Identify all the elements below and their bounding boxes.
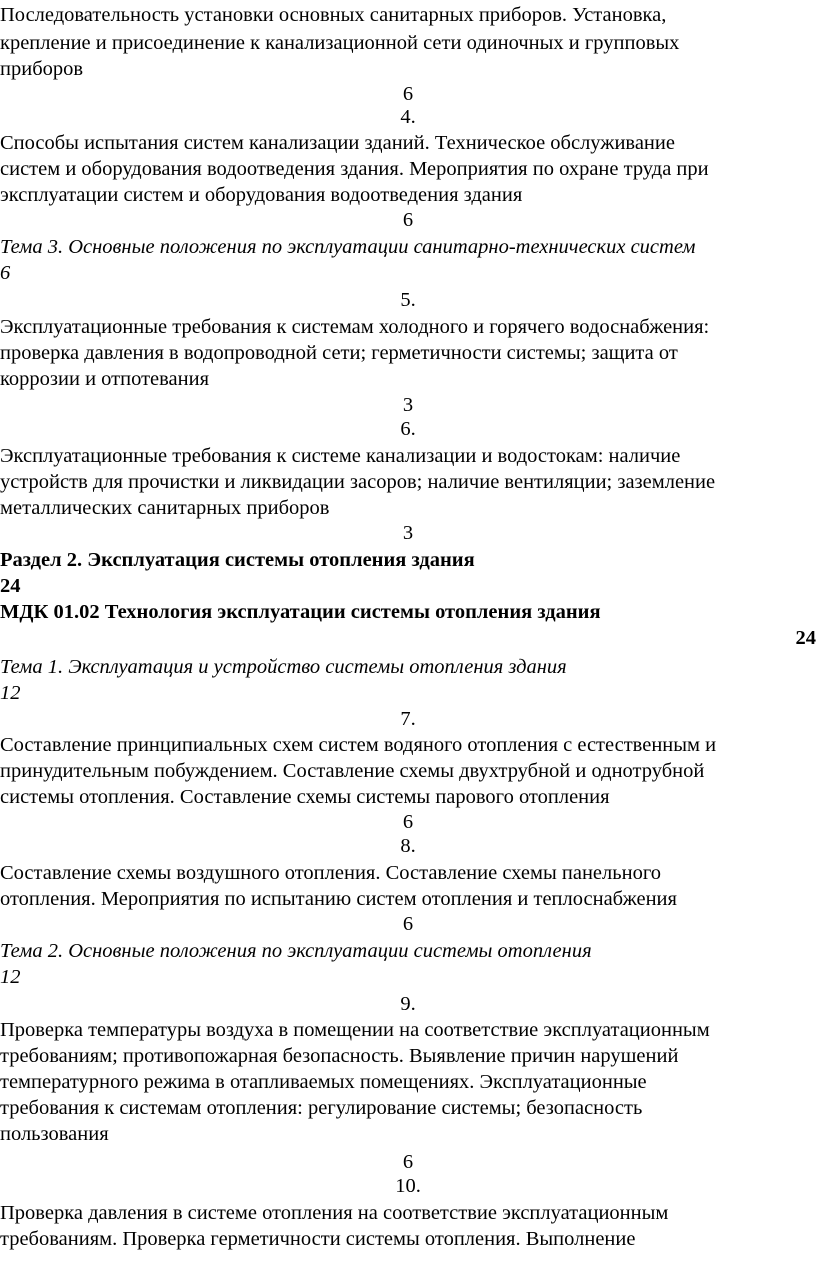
text-line: крепление и присоединение к канализационной сети одиночных и групповых — [0, 32, 680, 54]
hours-value: 6 — [402, 83, 414, 105]
text-line: систем и оборудования водоотведения здания. Мероприятия по охране труда при — [0, 158, 709, 180]
text-line: Проверка температуры воздуха в помещении на соответствие эксплуатационным — [0, 1019, 710, 1041]
text-line: эксплуатации систем и оборудования водоотведения здания — [0, 184, 523, 206]
text-line: температурного режима в отапливаемых помещениях. Эксплуатационные — [0, 1071, 647, 1093]
row-number: 7. — [400, 708, 416, 730]
hours-value: 6 — [402, 1151, 414, 1173]
hours-value: 6 — [402, 811, 414, 833]
topic-heading: Тема 2. Основные положения по эксплуатации системы отопления — [0, 940, 592, 962]
module-heading: МДК 01.02 Технология эксплуатации системы отопления здания — [0, 601, 601, 623]
text-line: устройств для прочистки и ликвидации засоров; наличие вентиляции; заземление — [0, 471, 716, 493]
text-line: Составление принципиальных схем систем водяного отопления с естественным и — [0, 734, 717, 756]
text-line: пользования — [0, 1123, 109, 1145]
hours-value: 6 — [402, 209, 414, 231]
text-line: Способы испытания систем канализации зданий. Техническое обслуживание — [0, 132, 675, 154]
row-number: 4. — [400, 106, 416, 128]
text-line: приборов — [0, 58, 84, 80]
text-line: требования к системам отопления: регулирование системы; безопасность — [0, 1097, 643, 1119]
topic-hours: 12 — [0, 682, 21, 704]
section-hours: 24 — [0, 575, 21, 597]
module-hours: 24 — [795, 627, 816, 649]
text-line: Эксплуатационные требования к системам холодного и горячего водоснабжения: — [0, 316, 710, 338]
row-number: 8. — [400, 835, 416, 857]
text-line: Составление схемы воздушного отопления. Составление схемы панельного — [0, 862, 661, 884]
text-line: проверка давления в водопроводной сети; герметичности системы; защита от — [0, 342, 678, 364]
hours-value: 6 — [402, 913, 414, 935]
text-line: Эксплуатационные требования к системе канализации и водостокам: наличие — [0, 445, 681, 467]
text-line: системы отопления. Составление схемы системы парового отопления — [0, 786, 610, 808]
text-line: отопления. Мероприятия по испытанию систем отопления и теплоснабжения — [0, 888, 677, 910]
topic-hours: 6 — [0, 262, 11, 284]
topic-hours: 12 — [0, 966, 21, 988]
row-number: 10. — [395, 1175, 421, 1197]
text-line: Последовательность установки основных санитарных приборов. Установка, — [0, 4, 667, 26]
text-line: Проверка давления в системе отопления на соответствие эксплуатационным — [0, 1202, 669, 1224]
row-number: 5. — [400, 289, 416, 311]
text-line: требованиям. Проверка герметичности системы отопления. Выполнение — [0, 1228, 636, 1250]
text-line: требованиям; противопожарная безопасность. Выявление причин нарушений — [0, 1045, 679, 1067]
section-heading: Раздел 2. Эксплуатация системы отопления здания — [0, 549, 475, 571]
row-number: 9. — [400, 993, 416, 1015]
topic-heading: Тема 3. Основные положения по эксплуатации санитарно-технических систем — [0, 236, 696, 258]
hours-value: 3 — [402, 522, 414, 544]
text-line: принудительным побуждением. Составление схемы двухтрубной и однотрубной — [0, 760, 705, 782]
hours-value: 3 — [402, 394, 414, 416]
topic-heading: Тема 1. Эксплуатация и устройство системы отопления здания — [0, 656, 567, 678]
text-line: коррозии и отпотевания — [0, 368, 210, 390]
row-number: 6. — [400, 418, 416, 440]
text-line: металлических санитарных приборов — [0, 497, 330, 519]
